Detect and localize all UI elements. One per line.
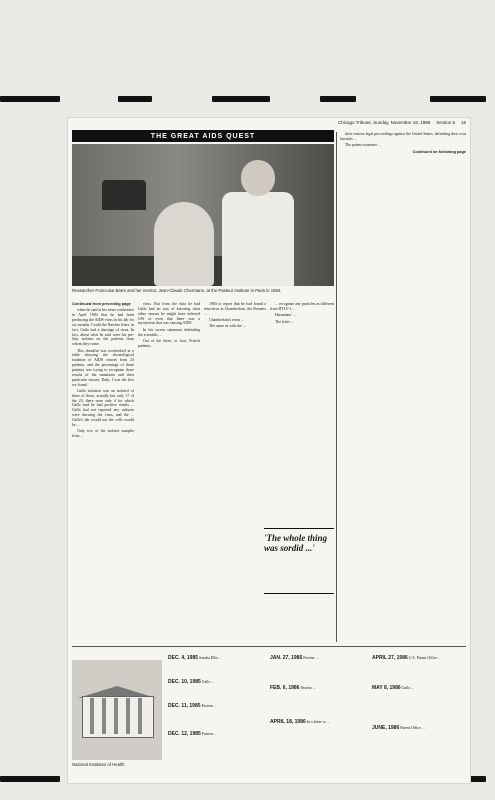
paragraph: Harmanns' ... <box>275 313 296 318</box>
timeline-text: Pasteur ... <box>300 686 316 690</box>
continued-from: Continued from preceding page <box>72 302 131 306</box>
timeline-entry <box>372 726 464 731</box>
paragraph: The patent examiner... <box>345 143 380 148</box>
paragraph: 1983 to report that he had found a retrovirus in Chamberlain, the Bonnets ... <box>204 302 266 316</box>
binder-mark <box>430 96 486 102</box>
timeline-date: FEB. 6, 1986 <box>270 685 300 691</box>
paragraph: Only two of the isolates samples from ... <box>72 429 134 438</box>
timeline-date: JAN. 27, 1986 <box>270 655 303 661</box>
timeline-text: In a letter to ... <box>306 720 330 724</box>
paragraph: In his sworn statement defending the scientific ... <box>138 327 200 337</box>
column-rule <box>336 132 337 642</box>
paragraph: their various legal proceedings against the United States, defending their own lawsuits ... <box>340 132 466 141</box>
binder-mark <box>0 776 60 782</box>
article-column-2 <box>138 302 200 646</box>
timeline-photo-caption: National Institutes of Health <box>72 762 125 767</box>
paper-dateline: Chicago Tribune, Sunday, November 19, 1989 <box>337 120 431 125</box>
timeline-text: Pasteur ... <box>201 704 217 708</box>
paragraph: Out of the three, or four, French patients... <box>138 338 200 348</box>
timeline-text: Patent Office ... <box>400 726 425 730</box>
timeline-entry <box>270 720 366 725</box>
section-label: Section 5 <box>436 120 455 125</box>
timeline-text: Pasteur ... <box>201 732 218 736</box>
lab-photo <box>72 144 334 286</box>
timeline-entry <box>372 656 464 661</box>
timeline-date: JUNE, 1986 <box>372 725 400 731</box>
timeline-date: APRIL 18, 1986 <box>270 719 306 725</box>
timeline-entry <box>168 704 264 709</box>
timeline-date: DEC. 12, 1985 <box>168 731 201 737</box>
timeline-date: MAY 8, 1986 <box>372 685 401 691</box>
article-column-1 <box>72 302 134 646</box>
timeline-entry <box>270 686 366 691</box>
timeline-entry <box>168 732 264 737</box>
continued-on: Continued on following page <box>412 148 466 154</box>
pull-quote-text: 'The whole thing was sordid ...' <box>264 533 328 553</box>
paragraph: Chamberlain's team ... <box>209 318 244 323</box>
section-banner: THE GREAT AIDS QUEST <box>72 130 334 142</box>
timeline-entry <box>168 680 264 685</box>
paragraph: virus. But from the data he had Gallo had no way of knowing what other viruses he might have infected GW or even that there was a mysterious that was causing AIDS. <box>138 302 200 326</box>
paragraph: ... recognize any particles as different from HTLV-1 ... <box>270 302 334 311</box>
masthead <box>72 120 466 128</box>
nih-building-photo <box>72 660 162 760</box>
binder-mark <box>118 96 152 102</box>
timeline-rule <box>72 646 466 647</box>
timeline-date: APRIL 27, 1986 <box>372 655 408 661</box>
paragraph: Gallo isolation was an isolated of three of these, actually but only 17 of the 23, there were only 4 for which Gallo said he had positive results ... Gallo had not reported any cultures were showing the virus, and the ... Gallo's lab would not the cells would be ... <box>72 388 134 427</box>
paragraph: The same as with the ... <box>209 324 246 329</box>
paragraph: The letter ... <box>275 319 294 324</box>
timeline-text: Gallo ... <box>401 686 415 690</box>
newspaper-page <box>68 118 470 783</box>
timeline-date: DEC. 10, 1985 <box>168 679 201 685</box>
paragraph: This dreadful was overlooked in a table showing the chronological isolation of AIDS viruses from 23 patients, and the percentage of those patients was trying to recognize those results of the mutations and their particular viruses. Dark, I was the first we found. <box>72 348 134 387</box>
timeline-date: DEC. 11, 1985 <box>168 703 201 709</box>
article-column-5 <box>340 132 466 640</box>
timeline-entry <box>168 656 264 661</box>
binder-mark <box>212 96 270 102</box>
timeline-date: DEC. 4, 1985 <box>168 655 199 661</box>
pull-quote <box>264 528 334 594</box>
timeline <box>72 650 466 776</box>
timeline-entry <box>372 686 464 691</box>
timeline-text: U.S. Patent Office ... <box>408 656 442 660</box>
page-number: 15 <box>460 120 466 125</box>
timeline-text: Sandra Ellis... <box>199 656 221 660</box>
timeline-text: Pasteur ... <box>303 656 319 660</box>
timeline-text: Gallo ... <box>201 680 215 684</box>
binder-mark <box>320 96 356 102</box>
binder-mark <box>0 96 60 102</box>
photo-caption: Researcher Francoise Barre and her mentor, Jean-Claude Chermann, at the Pasteur Institute in Paris in 1984. <box>72 288 282 293</box>
timeline-entry <box>270 656 366 661</box>
paragraph: when he said at his news conference in April 1984 that he had been producing the AIDS virus in his lab for six months. Could the Natcher letter, in fact, Gallo had a shortage of virus. In fact, about what he said were his pre-July isolates on the patients from whom they came. <box>72 308 134 347</box>
article-column-4 <box>270 302 334 522</box>
article-column-3 <box>204 302 266 646</box>
